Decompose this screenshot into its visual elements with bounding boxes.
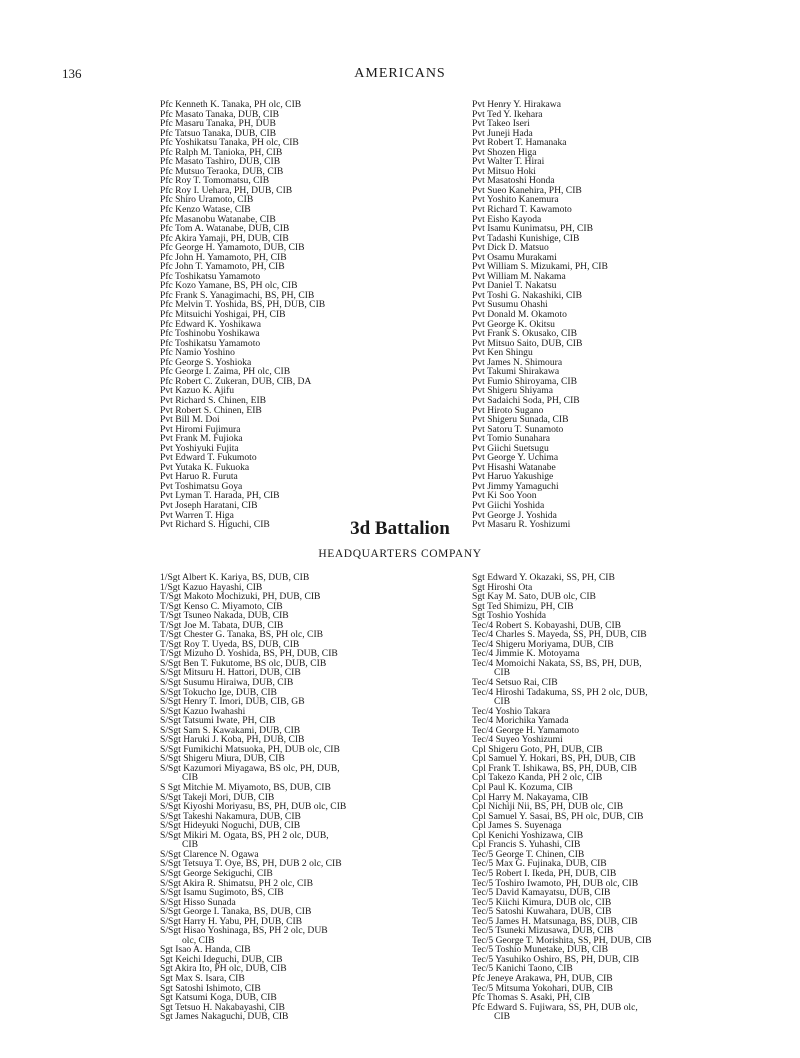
roster-entry: Sgt James Nakaguchi, DUB, CIB [160,1012,289,1022]
roster-entry: S/Sgt Shigeru Miura, DUB, CIB [160,754,285,764]
roster-entry: 1/Sgt Kazuo Hayashi, CIB [160,582,263,593]
roster-entry: Pvt Ki Soo Yoon [472,491,537,501]
roster-entry: Pvt Haruo R. Furuta [160,472,238,482]
roster-entry: Pfc Edward K. Yoshikawa [160,319,261,330]
roster-entry: Pfc Yoshikatsu Tanaka, PH olc, CIB [160,138,299,148]
company-title: HEADQUARTERS COMPANY [318,548,482,560]
roster-entry: Pvt Donald M. Okamoto [472,310,567,320]
roster-entry: Pfc Namio Yoshino [160,348,235,358]
roster-column-bottom-right [472,573,651,1022]
roster-entry: Sgt Isao A. Handa, CIB [160,945,251,955]
roster-entry: Pvt Warren T. Higa [160,510,234,521]
roster-entry: Pfc George I. Zaima, PH olc, CIB [160,367,291,377]
roster-entry: Pvt Ken Shingu [472,348,533,358]
roster-entry: S Sgt Mitchie M. Miyamoto, BS, DUB, CIB [160,783,331,793]
roster-entry: Pfc Masaru Tanaka, PH, DUB [160,119,276,129]
roster-entry: Pvt Giichi Suetsugu [472,443,549,454]
roster-entry: Pvt Osamu Murakami [472,252,557,263]
roster-entry: CIB [182,840,198,850]
roster-entry: Pvt James N. Shimoura [472,357,563,368]
roster-entry: T/Sgt Mizuho D. Yoshida, BS, PH, DUB, CIB [160,649,338,659]
roster-entry: S/Sgt Tatsumi Iwate, PH, CIB [160,716,276,726]
roster-entry: Cpl Francis S. Yuhashi, CIB [472,840,581,850]
roster-entry: Tec/4 Momoichi Nakata, SS, BS, PH, DUB, [472,658,642,669]
roster-entry: Sgt Keichi Ideguchi, DUB, CIB [160,954,283,965]
roster-entry: Sgt Katsumi Koga, DUB, CIB [160,993,277,1003]
roster-entry: S/Sgt Mitsuru H. Hattori, DUB, CIB [160,668,301,679]
roster-entry: Pfc Masato Tashiro, DUB, CIB [160,157,281,167]
roster-entry: Pfc Masato Tanaka, DUB, CIB [160,109,280,120]
roster-entry: Pvt Toshi G. Nakashiki, CIB [472,290,583,301]
roster-column-top-right [472,100,608,530]
roster-entry: Pfc Masanobu Watanabe, CIB [160,214,276,225]
roster-entry: Pfc Roy I. Uehara, PH, DUB, CIB [160,185,293,196]
roster-entry: Cpl Nichiji Nii, BS, PH, DUB olc, CIB [472,802,624,812]
roster-entry: Pfc Toshikatsu Yamamoto [160,338,261,349]
roster-entry: Pvt Takumi Shirakawa [472,367,560,377]
roster-entry: Tec/5 George T. Chinen, CIB [472,849,585,860]
roster-entry: Tec/5 Toshio Munetake, DUB, CIB [472,945,608,955]
roster-entry: Tec/5 Yasuhiko Oshiro, BS, PH, DUB, CIB [472,954,639,965]
roster-entry: Pvt Richard S. Higuchi, CIB [160,520,270,530]
roster-entry: Tec/5 Robert I. Ikeda, PH, DUB, CIB [472,868,617,879]
roster-entry: Pfc Kenneth K. Tanaka, PH olc, CIB [160,100,302,110]
roster-entry: Pfc Kenzo Watase, CIB [160,205,251,215]
roster-entry: Pvt Juneji Hada [472,128,533,139]
roster-entry: Tec/5 David Kamayatsu, DUB, CIB [472,888,611,898]
roster-entry: T/Sgt Joe M. Tabata, DUB, CIB [160,620,284,631]
roster-entry: Cpl Paul K. Kozuma, CIB [472,783,573,793]
roster-entry: Pvt William S. Mizukami, PH, CIB [472,262,608,272]
roster-entry: Tec/5 George T. Morishita, SS, PH, DUB, CIB [472,935,652,946]
roster-entry: Pfc Tom A. Watanabe, DUB, CIB [160,224,290,234]
roster-entry: CIB [494,697,510,707]
roster-entry: S/Sgt Tokucho Ige, DUB, CIB [160,687,277,698]
roster-entry: Tec/4 Robert S. Kobayashi, DUB, CIB [472,620,622,631]
roster-entry: S/Sgt Tetsuya T. Oye, BS, PH, DUB 2 olc, CIB [160,859,342,869]
roster-entry: S/Sgt Sam S. Kawakami, DUB, CIB [160,725,301,736]
roster-entry: Pvt Frank M. Fujioka [160,434,243,444]
roster-entry: Pvt Sadaichi Soda, PH, CIB [472,395,580,406]
roster-entry: Pvt Yutaka K. Fukuoka [160,462,250,473]
roster-entry: Pvt William M. Nakama [472,271,566,282]
roster-entry: CIB [494,1012,510,1022]
roster-entry: Pvt Shigeru Shiyama [472,386,554,396]
roster-entry: Pvt Ted Y. Ikehara [472,109,543,120]
roster-entry: S/Sgt Hideyuki Noguchi, DUB, CIB [160,821,301,831]
roster-entry: Sgt Toshio Yoshida [472,611,547,621]
roster-entry: Tec/5 Toshiro Iwamoto, PH, DUB olc, CIB [472,878,639,889]
roster-entry: Pvt Yoshito Kanemura [472,195,559,206]
roster-entry: Cpl Frank T. Ishikawa, BS, PH, DUB, CIB [472,763,637,774]
roster-entry: Tec/5 Mitsuma Yokohari, DUB, CIB [472,983,613,994]
roster-entry: Pfc Toshinobu Yoshikawa [160,329,260,339]
roster-entry: S/Sgt Clarence N. Ogawa [160,849,259,860]
section-title: 3d Battalion [350,518,450,539]
roster-entry: Sgt Edward Y. Okazaki, SS, PH, CIB [472,573,615,583]
roster-entry: 1/Sgt Albert K. Kariya, BS, DUB, CIB [160,573,310,583]
roster-entry: S/Sgt Fumikichi Matsuoka, PH, DUB olc, CIB [160,744,340,755]
roster-entry: T/Sgt Kenso C. Miyamoto, CIB [160,601,283,612]
roster-entry: Pfc Edward S. Fujiwara, SS, PH, DUB olc, [472,1002,638,1013]
roster-entry: Tec/5 Kanichi Taono, CIB [472,964,573,974]
roster-entry: Pvt Susumu Ohashi [472,300,548,311]
roster-entry: Pvt Mitsuo Hoki [472,166,536,177]
roster-entry: Pvt Isamu Kunimatsu, PH, CIB [472,224,593,234]
roster-entry: S/Sgt Kazumori Miyagawa, BS olc, PH, DUB, [160,763,340,774]
roster-entry: Pfc Mutsuo Teraoka, DUB, CIB [160,166,284,177]
roster-entry: Pvt Daniel T. Nakatsu [472,281,557,291]
roster-entry: Pfc Ralph M. Tanioka, PH, CIB [160,147,283,158]
roster-entry: Pvt Bill M. Doi [160,415,220,425]
roster-entry: Pvt George J. Yoshida [472,510,557,521]
roster-entry: Pvt Shozen Higa [472,147,537,158]
roster-entry: S/Sgt Isamu Sugimoto, BS, CIB [160,888,284,898]
roster-entry: Tec/5 Max G. Fujinaka, DUB, CIB [472,859,607,869]
roster-entry: Pvt Lyman T. Harada, PH, CIB [160,491,280,501]
roster-entry: T/Sgt Roy T. Uyeda, BS, DUB, CIB [160,639,300,650]
roster-entry: Pfc Akira Yamaji, PH, DUB, CIB [160,233,289,244]
roster-entry: S/Sgt Harry H. Yabu, PH, DUB, CIB [160,916,303,927]
roster-entry: Pvt Toshimatsu Goya [160,481,243,492]
roster-entry: Pvt Robert S. Chinen, EIB [160,405,262,416]
roster-entry: Pfc Shiro Uramoto, CIB [160,195,254,206]
roster-entry: Pvt Giichi Yoshida [472,500,545,511]
roster-entry: Pvt Dick D. Matsuo [472,243,549,253]
roster-entry: Pfc Toshikatsu Yamamoto [160,271,261,282]
roster-entry: Pvt Kazuo K. Ajifu [160,386,235,396]
roster-entry: Pfc George S. Yoshioka [160,357,252,368]
roster-entry: Pvt Masaru R. Yoshizumi [472,520,571,530]
roster-entry: Pfc Thomas S. Asaki, PH, CIB [472,993,591,1003]
roster-entry: CIB [494,668,510,679]
roster-entry: Pvt Walter T. Hirai [472,157,545,167]
roster-entry: S/Sgt Takeji Mori, DUB, CIB [160,792,275,803]
roster-column-bottom-left [160,573,346,1022]
roster-entry: Sgt Max S. Isara, CIB [160,973,245,984]
roster-entry: Tec/4 Hiroshi Tadakuma, SS, PH 2 olc, DUB, [472,687,648,698]
roster-entry: Pvt Henry Y. Hirakawa [472,100,561,110]
roster-entry: S/Sgt George Sekiguchi, CIB [160,868,273,879]
roster-entry: Cpl Shigeru Goto, PH, DUB, CIB [472,744,603,755]
roster-entry: Pfc Jeneye Arakawa, PH, DUB, CIB [472,973,613,984]
roster-entry: Cpl Samuel Y. Sasai, BS, PH olc, DUB, CIB [472,811,644,822]
roster-entry: Pfc Robert C. Zukeran, DUB, CIB, DA [160,376,312,387]
roster-entry: Sgt Kay M. Sato, DUB olc, CIB [472,592,596,602]
roster-entry: Pvt Richard T. Kawamoto [472,205,572,215]
roster-entry: Pvt Frank S. Okusako, CIB [472,329,578,339]
roster-entry: Pvt Joseph Haratani, CIB [160,500,258,511]
roster-entry: Tec/4 Yoshio Takara [472,706,551,717]
roster-entry: Tec/4 Shigeru Moriyama, DUB, CIB [472,639,614,650]
roster-entry: Pfc Mitsuichi Yoshigai, PH, CIB [160,310,286,320]
roster-entry: T/Sgt Tsuneo Nakada, DUB, CIB [160,611,289,621]
roster-column-top-left [160,100,325,530]
roster-entry: Tec/4 Morichika Yamada [472,716,569,726]
roster-entry: S/Sgt Akira R. Shimatsu, PH 2 olc, CIB [160,878,313,889]
roster-entry: S/Sgt Kiyoshi Moriyasu, BS, PH, DUB olc, CIB [160,802,347,812]
roster-entry: S/Sgt Takeshi Nakamura, DUB, CIB [160,811,301,822]
roster-entry: Pvt Satoru T. Sunamoto [472,424,564,435]
roster-entry: Pfc George H. Yamamoto, DUB, CIB [160,243,305,253]
roster-entry: Cpl Kenichi Yoshizawa, CIB [472,830,584,841]
roster-entry: Pvt George K. Okitsu [472,319,555,330]
roster-entry: Pfc Tatsuo Tanaka, DUB, CIB [160,128,277,139]
roster-entry: T/Sgt Makoto Mochizuki, PH, DUB, CIB [160,592,321,602]
roster-entry: S/Sgt Ben T. Fukutome, BS olc, DUB, CIB [160,658,327,669]
roster-entry: Sgt Satoshi Ishimoto, CIB [160,983,261,994]
running-title: AMERICANS [354,66,446,81]
roster-entry: Sgt Akira Ito, PH olc, DUB, CIB [160,964,287,974]
roster-entry: Pvt George Y. Uchima [472,453,559,463]
roster-entry: S/Sgt George I. Tanaka, BS, DUB, CIB [160,907,312,917]
roster-entry: Tec/5 James H. Matsunaga, BS, DUB, CIB [472,916,638,927]
roster-entry: CIB [182,773,198,784]
page-number: 136 [62,66,82,81]
roster-entry: Cpl Samuel Y. Hokari, BS, PH, DUB, CIB [472,754,636,764]
roster-entry: S/Sgt Kazuo Iwahashi [160,706,246,717]
roster-entry: Cpl James S. Suyenaga [472,821,562,831]
roster-entry: Tec/5 Kiichi Kimura, DUB olc, CIB [472,897,612,908]
roster-entry: Pvt Haruo Yakushige [472,472,554,482]
roster-entry: Pvt Mitsuo Saito, DUB, CIB [472,338,583,349]
roster-entry: Pvt Yoshiyuki Fujita [160,443,239,454]
roster-entry: Tec/4 Charles S. Mayeda, SS, PH, DUB, CIB [472,630,647,640]
roster-entry: Tec/4 George H. Yamamoto [472,725,580,736]
roster-entry: Sgt Hiroshi Ota [472,582,533,593]
roster-entry: S/Sgt Hisso Sunada [160,897,236,908]
roster-entry: Pvt Hiromi Fujimura [160,424,241,435]
roster-entry: Sgt Ted Shimizu, PH, CIB [472,601,574,612]
roster-entry: T/Sgt Chester G. Tanaka, BS, PH olc, CIB [160,630,324,640]
roster-entry: S/Sgt Henry T. Imori, DUB, CIB, GB [160,697,305,707]
roster-entry: Pfc Frank S. Yanagimachi, BS, PH, CIB [160,290,315,301]
roster-entry: Tec/5 Satoshi Kuwahara, DUB, CIB [472,907,612,917]
roster-entry: Pfc John T. Yamamoto, PH, CIB [160,262,285,272]
roster-entry: Pfc Melvin T. Yoshida, BS, PH, DUB, CIB [160,300,326,311]
roster-entry: Sgt Tetsuo H. Nakabayashi, CIB [160,1002,285,1013]
roster-entry: S/Sgt Susumu Hiraiwa, DUB, CIB [160,678,294,688]
roster-entry: Pvt Tomio Sunahara [472,434,551,444]
roster-entry: Cpl Harry M. Nakayama, CIB [472,792,589,803]
roster-entry: S/Sgt Haruki J. Koba, PH, DUB, CIB [160,735,305,745]
roster-entry: Pvt Shigeru Sunada, CIB [472,415,569,425]
roster-entry: Tec/4 Setsuo Rai, CIB [472,678,558,688]
roster-entry: Pfc Roy T. Tomomatsu, CIB [160,176,270,186]
roster-entry: Pvt Richard S. Chinen, EIB [160,395,267,406]
roster-entry: Pvt Jimmy Yamaguchi [472,481,559,492]
roster-entry: Pvt Takeo Iseri [472,119,530,129]
roster-entry: Pvt Sueo Kanehira, PH, CIB [472,185,582,196]
roster-entry: olc, CIB [182,935,215,946]
roster-entry: Pvt Tadashi Kunishige, CIB [472,233,580,244]
roster-entry: Tec/4 Suyeo Yoshizumi [472,735,563,745]
roster-entry: Pvt Hiroto Sugano [472,405,544,416]
roster-entry: Pvt Fumio Shiroyama, CIB [472,376,578,387]
roster-entry: Pfc John H. Yamamoto, PH, CIB [160,252,287,263]
roster-entry: S/Sgt Hisao Yoshinaga, BS, PH 2 olc, DUB [160,926,328,936]
roster-entry: Tec/4 Jimmie K. Motoyama [472,649,580,659]
roster-entry: S/Sgt Mikiri M. Ogata, BS, PH 2 olc, DUB, [160,830,329,841]
roster-entry: Pvt Eisho Kayoda [472,214,542,225]
roster-entry: Pvt Hisashi Watanabe [472,462,556,473]
roster-entry: Pvt Masatoshi Honda [472,176,555,186]
roster-entry: Pfc Kozo Yamane, BS, PH olc, CIB [160,281,298,291]
roster-entry: Cpl Takezo Kanda, PH 2 olc, CIB [472,773,603,784]
roster-entry: Pvt Edward T. Fukumoto [160,453,257,463]
roster-entry: Pvt Robert T. Hamanaka [472,138,567,148]
roster-entry: Tec/5 Tsuneki Mizusawa, DUB, CIB [472,926,614,936]
